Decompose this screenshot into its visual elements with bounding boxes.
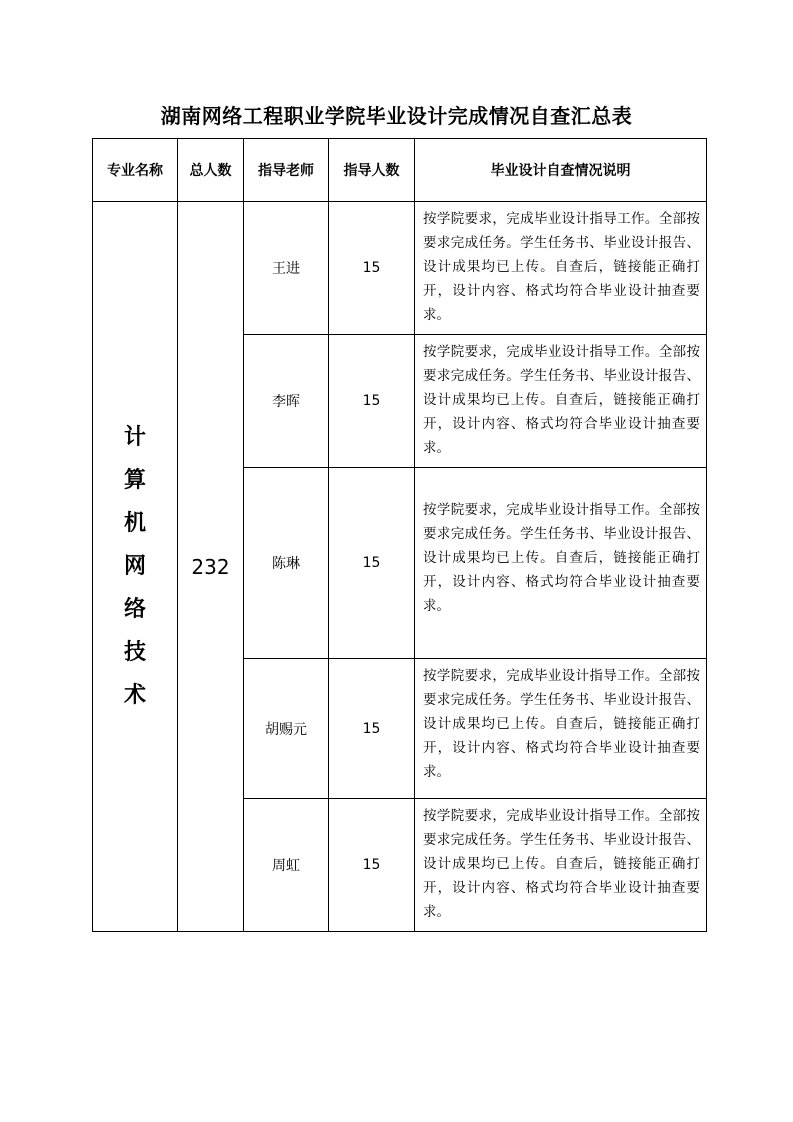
- teacher-name: 李晖: [244, 335, 329, 468]
- total-students-cell: 232: [178, 202, 244, 932]
- check-description: 按学院要求，完成毕业设计指导工作。全部按要求完成任务。学生任务书、毕业设计报告、设计成果均已上传。自查后，链接能正确打开，设计内容、格式均符合毕业设计抽查要求。: [415, 659, 707, 799]
- major-char: 网: [123, 554, 146, 579]
- page-title: 湖南网络工程职业学院毕业设计完成情况自查汇总表: [160, 104, 633, 128]
- major-char: 技: [123, 640, 146, 665]
- major-char: 络: [123, 597, 146, 622]
- table-row: [93, 202, 707, 335]
- student-count: 15: [329, 799, 415, 932]
- header-count: 指导人数: [329, 139, 415, 202]
- major-char: 计: [123, 425, 146, 450]
- summary-table: [92, 138, 707, 932]
- check-description: 按学院要求，完成毕业设计指导工作。全部按要求完成任务。学生任务书、毕业设计报告、设计成果均已上传。自查后，链接能正确打开，设计内容、格式均符合毕业设计抽查要求。: [415, 335, 707, 468]
- header-desc: 毕业设计自查情况说明: [415, 139, 707, 202]
- header-major: 专业名称: [93, 139, 178, 202]
- teacher-name: 陈琳: [244, 468, 329, 659]
- header-total: 总人数: [178, 139, 244, 202]
- major-name-cell: [93, 202, 178, 932]
- major-char: 算: [123, 468, 146, 493]
- check-description: 按学院要求，完成毕业设计指导工作。全部按要求完成任务。学生任务书、毕业设计报告、设计成果均已上传。自查后，链接能正确打开，设计内容、格式均符合毕业设计抽查要求。: [415, 799, 707, 932]
- table-header-row: [93, 139, 707, 202]
- teacher-name: 周虹: [244, 799, 329, 932]
- check-description: 按学院要求，完成毕业设计指导工作。全部按要求完成任务。学生任务书、毕业设计报告、设计成果均已上传。自查后，链接能正确打开，设计内容、格式均符合毕业设计抽查要求。: [415, 468, 707, 659]
- student-count: 15: [329, 468, 415, 659]
- teacher-name: 胡赐元: [244, 659, 329, 799]
- student-count: 15: [329, 335, 415, 468]
- teacher-name: 王进: [244, 202, 329, 335]
- student-count: 15: [329, 202, 415, 335]
- major-char: 术: [123, 683, 146, 708]
- check-description: 按学院要求，完成毕业设计指导工作。全部按要求完成任务。学生任务书、毕业设计报告、设计成果均已上传。自查后，链接能正确打开，设计内容、格式均符合毕业设计抽查要求。: [415, 202, 707, 335]
- header-teacher: 指导老师: [244, 139, 329, 202]
- student-count: 15: [329, 659, 415, 799]
- major-char: 机: [123, 511, 146, 536]
